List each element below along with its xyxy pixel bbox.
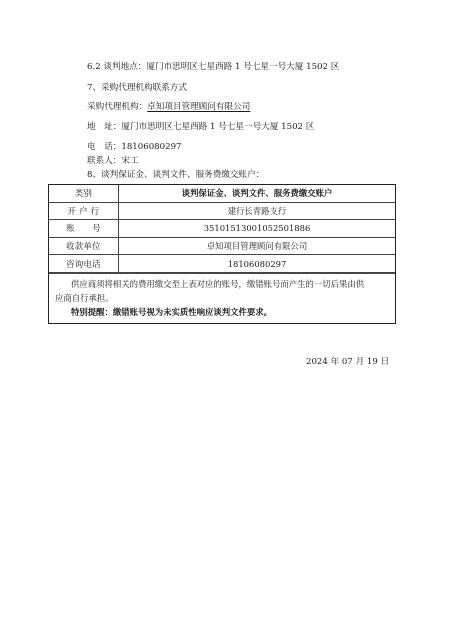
bank-label: 开 户 行 xyxy=(49,203,119,220)
account-heading: 8、谈判保证金、谈判文件、服务费缴交账户： xyxy=(87,170,265,180)
account-table xyxy=(48,184,396,324)
inquiry-phone-label: 咨询电话 xyxy=(49,255,119,272)
document-date: 2024 年 07 月 19 日 xyxy=(306,357,390,367)
note-line-1: 供应商须将相关的费用缴交至上表对应的账号，缴错账号而产生的一切后果由供 xyxy=(71,278,365,289)
account-number-label: 账 号 xyxy=(49,220,119,237)
address-line: 地 址：厦门市思明区七星西路 1 号七星一号大厦 1502 区 xyxy=(87,122,315,132)
payee-label: 收款单位 xyxy=(49,238,119,255)
venue-line: 6.2 谈判地点：厦门市思明区七星西路 1 号七星一号大厦 1502 区 xyxy=(87,62,340,72)
header-account-cell: 谈判保证金、谈判文件、服务费缴交账户 xyxy=(181,188,333,199)
header-category-cell: 类别 xyxy=(49,185,119,202)
agency-line xyxy=(87,102,250,113)
inquiry-phone-value: 18106080297 xyxy=(227,258,287,269)
table-row xyxy=(49,255,395,273)
table-row xyxy=(49,203,395,221)
table-header-row xyxy=(49,185,395,203)
phone-line: 电 话：18106080297 xyxy=(87,142,182,152)
note-line-2: 应商自行承担。 xyxy=(55,292,114,303)
contact-heading: 7、采购代理机构联系方式 xyxy=(87,83,187,93)
table-row xyxy=(49,238,395,256)
agency-name: 卓知项目管理顾问有限公司 xyxy=(147,102,251,112)
table-note xyxy=(49,273,395,323)
table-row xyxy=(49,220,395,238)
contact-person-line: 联系人：宋工 xyxy=(87,156,139,166)
payee-value: 卓知项目管理顾问有限公司 xyxy=(206,241,308,252)
warning-line: 特别提醒：缴错账号视为未实质性响应谈判文件要求。 xyxy=(71,306,272,317)
account-number-value: 35101513001052501886 xyxy=(203,223,311,234)
bank-value: 建行长青路支行 xyxy=(227,205,287,216)
agency-label: 采购代理机构： xyxy=(87,102,148,112)
